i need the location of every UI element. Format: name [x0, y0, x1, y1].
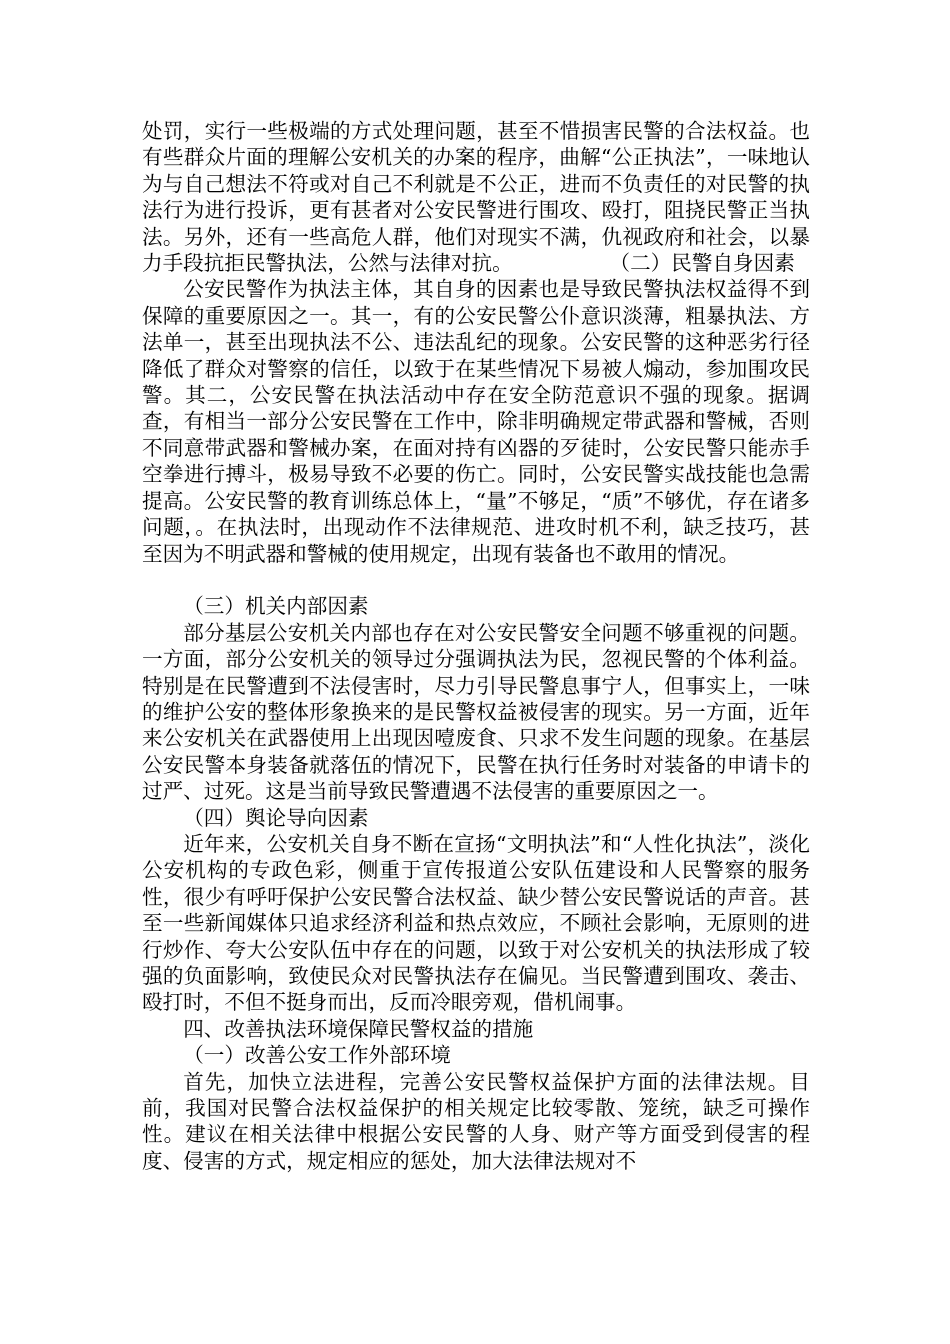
- heading-external-environment: （一）改善公安工作外部环境: [183, 1043, 451, 1068]
- paragraph-text: 处罚，实行一些极端的方式处理问题，甚至不惜损害民警的合法权益。也有些群众片面的理解公安机关的办案的程序，曲解“公正执法”，一味地认为与自己想法不符或对自己不利就是不公正，进而不负责任的对民警的执法行为进行投诉，更有甚者对公安民警进行围攻、殴打，阻挠民警正当执法。另外，还有一些高危人群，他们对现实不满，仇视政府和社会，以暴力手段抗拒民警执法，公然与法律对抗。: [142, 119, 810, 276]
- paragraph-officer-factors: 公安民警作为执法主体，其自身的因素也是导致民警执法权益得不到保障的重要原因之一。其一，有的公安民警公仆意识淡薄，粗暴执法、方法单一，甚至出现执法不公、违法乱纪的现象。公安民警的这种恶劣行径降低了群众对警察的信任，以致于在某些情况下易被人煽动，参加围攻民警。其二，公安民警在执法活动中存在安全防范意识不强的现象。据调查，有相当一部分公安民警在工作中，除非明确规定带武器和警械，否则不同意带武器和警械办案，在面对持有凶器的歹徒时，公安民警只能赤手空拳进行搏斗，极易导致不必要的伤亡。同时，公安民警实战技能也急需提高。公安民警的教育训练总体上，“量”不够足，“质”不够优，存在诸多问题，。在执法时，出现动作不法律规范、进攻时机不利，缺乏技巧，甚至因为不明武器和警械的使用规定，出现有装备也不敢用的情况。: [142, 277, 810, 566]
- heading-media-factors: （四）舆论导向因素: [183, 805, 369, 830]
- paragraph-internal-factors: 部分基层公安机关内部也存在对公安民警安全问题不够重视的问题。一方面，部分公安机关的领导过分强调执法为民，忽视民警的个体利益。特别是在民警遭到不法侵害时，尽力引导民警息事宁人，但事实上，一味的维护公安的整体形象换来的是民警权益被侵害的现实。另一方面，近年来公安机关在武器使用上出现因噎废食、只求不发生问题的现象。在基层公安民警本身装备就落伍的情况下，民警在执行任务时对装备的申请卡的过严、过死。这是当前导致民警遭遇不法侵害的重要原因之一。: [142, 620, 810, 804]
- blank-line: [142, 567, 810, 593]
- paragraph-legislation: 首先，加快立法进程，完善公安民警权益保护方面的法律法规。目前，我国对民警合法权益保护的相关规定比较零散、笼统，缺乏可操作性。建议在相关法律中根据公安民警的人身、财产等方面受到侵害的程度、侵害的方式，规定相应的惩处，加大法律法规对不: [142, 1069, 810, 1173]
- document-page: [142, 118, 810, 1174]
- heading-internal-factors: （三）机关内部因素: [183, 594, 369, 619]
- paragraph-media-factors: 近年来，公安机关自身不断在宣扬“文明执法”和“人性化执法”，淡化公安机构的专政色彩，侧重于宣传报道公安队伍建设和人民警察的服务性，很少有呼吁保护公安民警合法权益、缺少替公安民警说话的声音。甚至一些新闻媒体只追求经济利益和热点效应，不顾社会影响，无原则的进行炒作、夸大公安队伍中存在的问题，以致于对公安机关的执法形成了较强的负面影响，致使民众对民警执法存在偏见。当民警遭到围攻、袭击、殴打时，不但不挺身而出，反而冷眼旁观，借机闹事。: [142, 831, 810, 1015]
- section-title-measures: 四、改善执法环境保障民警权益的措施: [183, 1016, 534, 1041]
- heading-officer-factors: （二）民警自身因素: [619, 251, 795, 276]
- paragraph-external-factors-end: [142, 118, 810, 276]
